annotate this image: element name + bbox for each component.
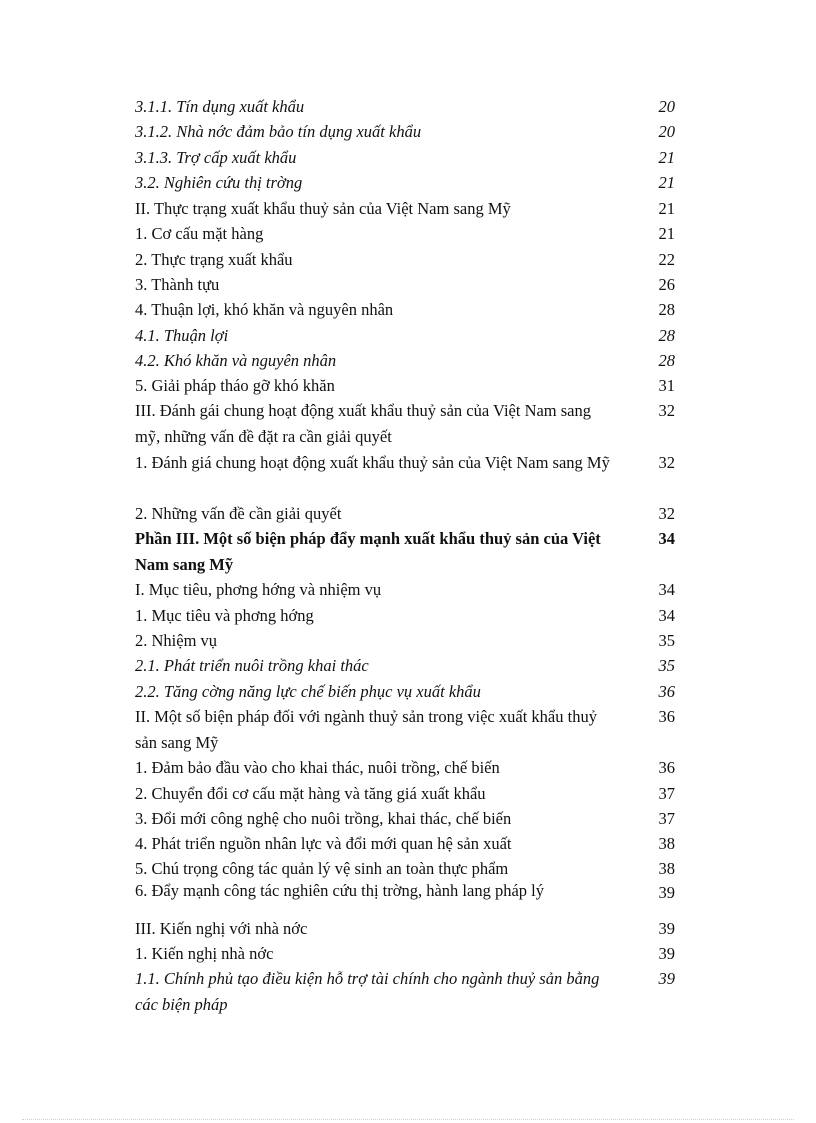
toc-entry-title: II. Một số biện pháp đối với ngành thuỷ sản trong việc xuất khẩu thuỷ sản sang Mỹ bbox=[135, 707, 597, 752]
toc-entry bbox=[135, 603, 675, 629]
toc-entry-page: 34 bbox=[658, 606, 675, 625]
toc-entry-title: 2. Nhiệm vụ bbox=[135, 631, 218, 650]
toc-entry-title: 2. Thực trạng xuất khẩu bbox=[135, 250, 293, 269]
toc-entry bbox=[135, 831, 675, 857]
toc-entry-page: 32 bbox=[658, 453, 675, 472]
toc-entry-page: 35 bbox=[658, 631, 675, 650]
toc-entry-title: 6. Đẩy mạnh công tác nghiên cứu thị trờng, hành lang pháp lý bbox=[135, 881, 544, 900]
toc-entry-title: 3. Thành tựu bbox=[135, 275, 220, 294]
toc-entry bbox=[135, 501, 675, 527]
toc-entry-title: 1. Mục tiêu và phơng hớng bbox=[135, 606, 314, 625]
toc-entry bbox=[135, 297, 675, 323]
toc-entry-title: 2. Những vấn đề cần giải quyết bbox=[135, 504, 342, 523]
toc-entry-title: 3.1.2. Nhà nớc đảm bảo tín dụng xuất khẩu bbox=[135, 122, 422, 141]
toc-entry-page: 37 bbox=[658, 784, 675, 803]
toc-entry bbox=[135, 373, 675, 399]
toc-entry bbox=[135, 323, 675, 349]
toc-entry-title: I. Mục tiêu, phơng hớng và nhiệm vụ bbox=[135, 580, 382, 599]
toc-entry-page: 21 bbox=[658, 173, 675, 192]
toc-entry-title: II. Thực trạng xuất khẩu thuỷ sản của Việt Nam sang Mỹ bbox=[135, 199, 511, 218]
toc-entry-page: 32 bbox=[658, 401, 675, 420]
toc-entry bbox=[135, 119, 675, 145]
toc-entry bbox=[135, 450, 675, 476]
toc-entry bbox=[135, 145, 675, 171]
toc-entry-title: 2.1. Phát triển nuôi trồng khai thác bbox=[135, 656, 369, 675]
toc-entry-page: 22 bbox=[658, 250, 675, 269]
toc-entry bbox=[135, 856, 675, 882]
toc-entry-page: 39 bbox=[658, 969, 675, 988]
toc-entry-title: 1. Đánh giá chung hoạt động xuất khẩu thuỷ sản của Việt Nam sang Mỹ bbox=[135, 453, 610, 472]
toc-entry bbox=[135, 679, 675, 705]
toc-part-heading bbox=[135, 526, 675, 577]
toc-entry bbox=[135, 653, 675, 679]
toc-entry-page: 35 bbox=[658, 656, 675, 675]
toc-entry-title: 4. Phát triển nguồn nhân lực và đổi mới quan hệ sản xuất bbox=[135, 834, 512, 853]
toc-entry-page: 28 bbox=[658, 300, 675, 319]
toc-entry bbox=[135, 94, 675, 120]
toc-entry-page: 28 bbox=[658, 351, 675, 370]
toc-entry-title: III. Kiến nghị với nhà nớc bbox=[135, 919, 308, 938]
toc-entry-title: III. Đánh gái chung hoạt động xuất khẩu thuỷ sản của Việt Nam sang mỹ, những vấn đề đặt ra cần giải quyết bbox=[135, 401, 592, 446]
toc-entry-page: 34 bbox=[658, 580, 675, 599]
toc-entry bbox=[135, 941, 675, 967]
toc-entry bbox=[135, 196, 675, 222]
toc-entry-page: 37 bbox=[658, 809, 675, 828]
toc-entry bbox=[135, 221, 675, 247]
toc-entry-title: 1.1. Chính phủ tạo điều kiện hỗ trợ tài chính cho ngành thuỷ sản bằng các biện pháp bbox=[135, 969, 600, 1014]
toc-entry-page: 38 bbox=[658, 834, 675, 853]
toc-entry-page: 20 bbox=[658, 97, 675, 116]
toc-entry-page: 39 bbox=[658, 883, 675, 902]
toc-entry bbox=[135, 806, 675, 832]
toc-entry bbox=[135, 916, 675, 942]
toc-entry-title: Phần III. Một số biện pháp đẩy mạnh xuất khẩu thuỷ sản của Việt Nam sang Mỹ bbox=[135, 529, 601, 574]
toc-entry-page: 36 bbox=[658, 682, 675, 701]
toc-entry bbox=[135, 704, 675, 755]
toc-entry-title: 3.1.3. Trợ cấp xuất khẩu bbox=[135, 148, 297, 167]
toc-entry-title: 3.2. Nghiên cứu thị trờng bbox=[135, 173, 303, 192]
toc-entry-title: 3. Đổi mới công nghệ cho nuôi trồng, khai thác, chế biến bbox=[135, 809, 512, 828]
toc-entry-title: 3.1.1. Tín dụng xuất khẩu bbox=[135, 97, 305, 116]
page-bottom-divider bbox=[22, 1119, 794, 1120]
toc-entry bbox=[135, 247, 675, 273]
toc-entry-page: 31 bbox=[658, 376, 675, 395]
toc-entry bbox=[135, 781, 675, 807]
toc-entry bbox=[135, 348, 675, 374]
toc-entry bbox=[135, 272, 675, 298]
toc-entry-page: 36 bbox=[658, 758, 675, 777]
toc-entry-page: 32 bbox=[658, 504, 675, 523]
toc-entry bbox=[135, 966, 675, 1017]
toc-entry-title: 5. Chú trọng công tác quản lý vệ sinh an toàn thực phẩm bbox=[135, 859, 509, 878]
toc-entry-page: 39 bbox=[658, 944, 675, 963]
toc-entry-page: 38 bbox=[658, 859, 675, 878]
toc-entry-page: 26 bbox=[658, 275, 675, 294]
toc-entry-title: 5. Giải pháp tháo gỡ khó khăn bbox=[135, 376, 335, 395]
toc-entry-page: 34 bbox=[658, 529, 675, 548]
toc-entry bbox=[135, 170, 675, 196]
toc-entry bbox=[135, 398, 675, 449]
toc-entry-page: 36 bbox=[658, 707, 675, 726]
toc-entry-page: 39 bbox=[658, 919, 675, 938]
toc-entry bbox=[135, 628, 675, 654]
toc-entry-title: 2.2. Tăng cờng năng lực chế biến phục vụ xuất khẩu bbox=[135, 682, 481, 701]
toc-entry-page: 28 bbox=[658, 326, 675, 345]
toc-entry-page: 20 bbox=[658, 122, 675, 141]
toc-entry-title: 1. Kiến nghị nhà nớc bbox=[135, 944, 274, 963]
toc-entry-page: 21 bbox=[658, 199, 675, 218]
toc-entry-page: 21 bbox=[658, 224, 675, 243]
toc-entry bbox=[135, 880, 675, 902]
toc-entry-title: 4.1. Thuận lợi bbox=[135, 326, 229, 345]
toc-entry bbox=[135, 755, 675, 781]
toc-entry-title: 1. Cơ cấu mặt hàng bbox=[135, 224, 264, 243]
toc-entry-title: 4. Thuận lợi, khó khăn và nguyên nhân bbox=[135, 300, 394, 319]
toc-entry bbox=[135, 577, 675, 603]
toc-entry-title: 2. Chuyển đổi cơ cấu mặt hàng và tăng giá xuất khẩu bbox=[135, 784, 486, 803]
toc-entry-title: 1. Đảm bảo đầu vào cho khai thác, nuôi trồng, chế biến bbox=[135, 758, 500, 777]
toc-entry-page: 21 bbox=[658, 148, 675, 167]
toc-entry-title: 4.2. Khó khăn và nguyên nhân bbox=[135, 351, 337, 370]
